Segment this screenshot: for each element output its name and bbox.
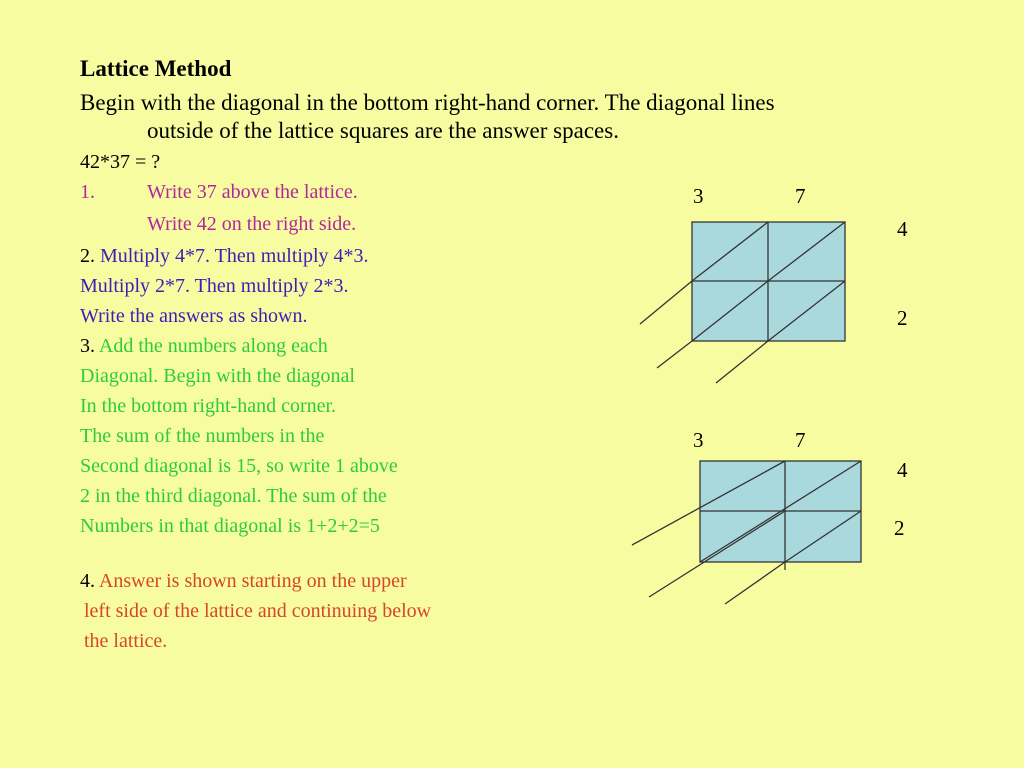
lattice-1-side-digit-1: 4 bbox=[897, 217, 908, 241]
step-3-line-4: The sum of the numbers in the bbox=[80, 425, 325, 447]
step-1-number: 1. bbox=[80, 181, 95, 203]
step-2-line-3: Write the answers as shown. bbox=[80, 305, 308, 327]
step-1-line-1: Write 37 above the lattice. bbox=[147, 181, 358, 203]
lattice-1-answer-diagonal bbox=[716, 341, 768, 383]
step-1-line-2: Write 42 on the right side. bbox=[147, 213, 357, 235]
lattice-2-side-digit-1: 4 bbox=[897, 458, 908, 482]
step-2-text-1: Multiply 4*7. Then multiply 4*3. bbox=[100, 245, 369, 267]
step-3-line-5: Second diagonal is 15, so write 1 above bbox=[80, 455, 398, 477]
step-3-text-1: Add the numbers along each bbox=[98, 335, 328, 357]
step-4-text-1: Answer is shown starting on the upper bbox=[98, 570, 407, 592]
step-3-line-6: 2 in the third diagonal. The sum of the bbox=[80, 485, 387, 507]
lattice-1-answer-diagonal bbox=[657, 341, 692, 368]
step-4-line-3: the lattice. bbox=[84, 630, 168, 652]
lattice-2-side-digit-2: 2 bbox=[894, 516, 905, 540]
lattice-2-top-digit-2: 7 bbox=[795, 428, 806, 452]
intro-line-2: outside of the lattice squares are the answer spaces. bbox=[147, 118, 619, 143]
lattice-1-answer-diagonal bbox=[640, 281, 692, 324]
lattice-1-top-digit-1: 3 bbox=[693, 184, 704, 208]
lattice-2 bbox=[632, 461, 861, 604]
lattice-2-answer-diagonal bbox=[725, 562, 785, 604]
lattice-1 bbox=[640, 222, 845, 383]
step-3-line-3: In the bottom right-hand corner. bbox=[80, 395, 337, 417]
step-2-line-2: Multiply 2*7. Then multiply 2*3. bbox=[80, 275, 349, 297]
intro-line-1: Begin with the diagonal in the bottom right-hand corner. The diagonal lines bbox=[80, 90, 775, 115]
lattice-1-side-digit-2: 2 bbox=[897, 306, 908, 330]
step-2-number: 2. bbox=[80, 245, 95, 267]
step-3-number: 3. bbox=[80, 335, 95, 357]
step-4-line-2: left side of the lattice and continuing below bbox=[84, 600, 432, 622]
equation: 42*37 = ? bbox=[80, 151, 161, 173]
lattice-2-top-digit-1: 3 bbox=[693, 428, 704, 452]
slide-title: Lattice Method bbox=[80, 56, 232, 81]
step-3-line-7: Numbers in that diagonal is 1+2+2=5 bbox=[80, 515, 380, 537]
step-3-line-2: Diagonal. Begin with the diagonal bbox=[80, 365, 355, 387]
lattice-1-top-digit-2: 7 bbox=[795, 184, 806, 208]
step-4-number: 4. bbox=[80, 570, 95, 592]
